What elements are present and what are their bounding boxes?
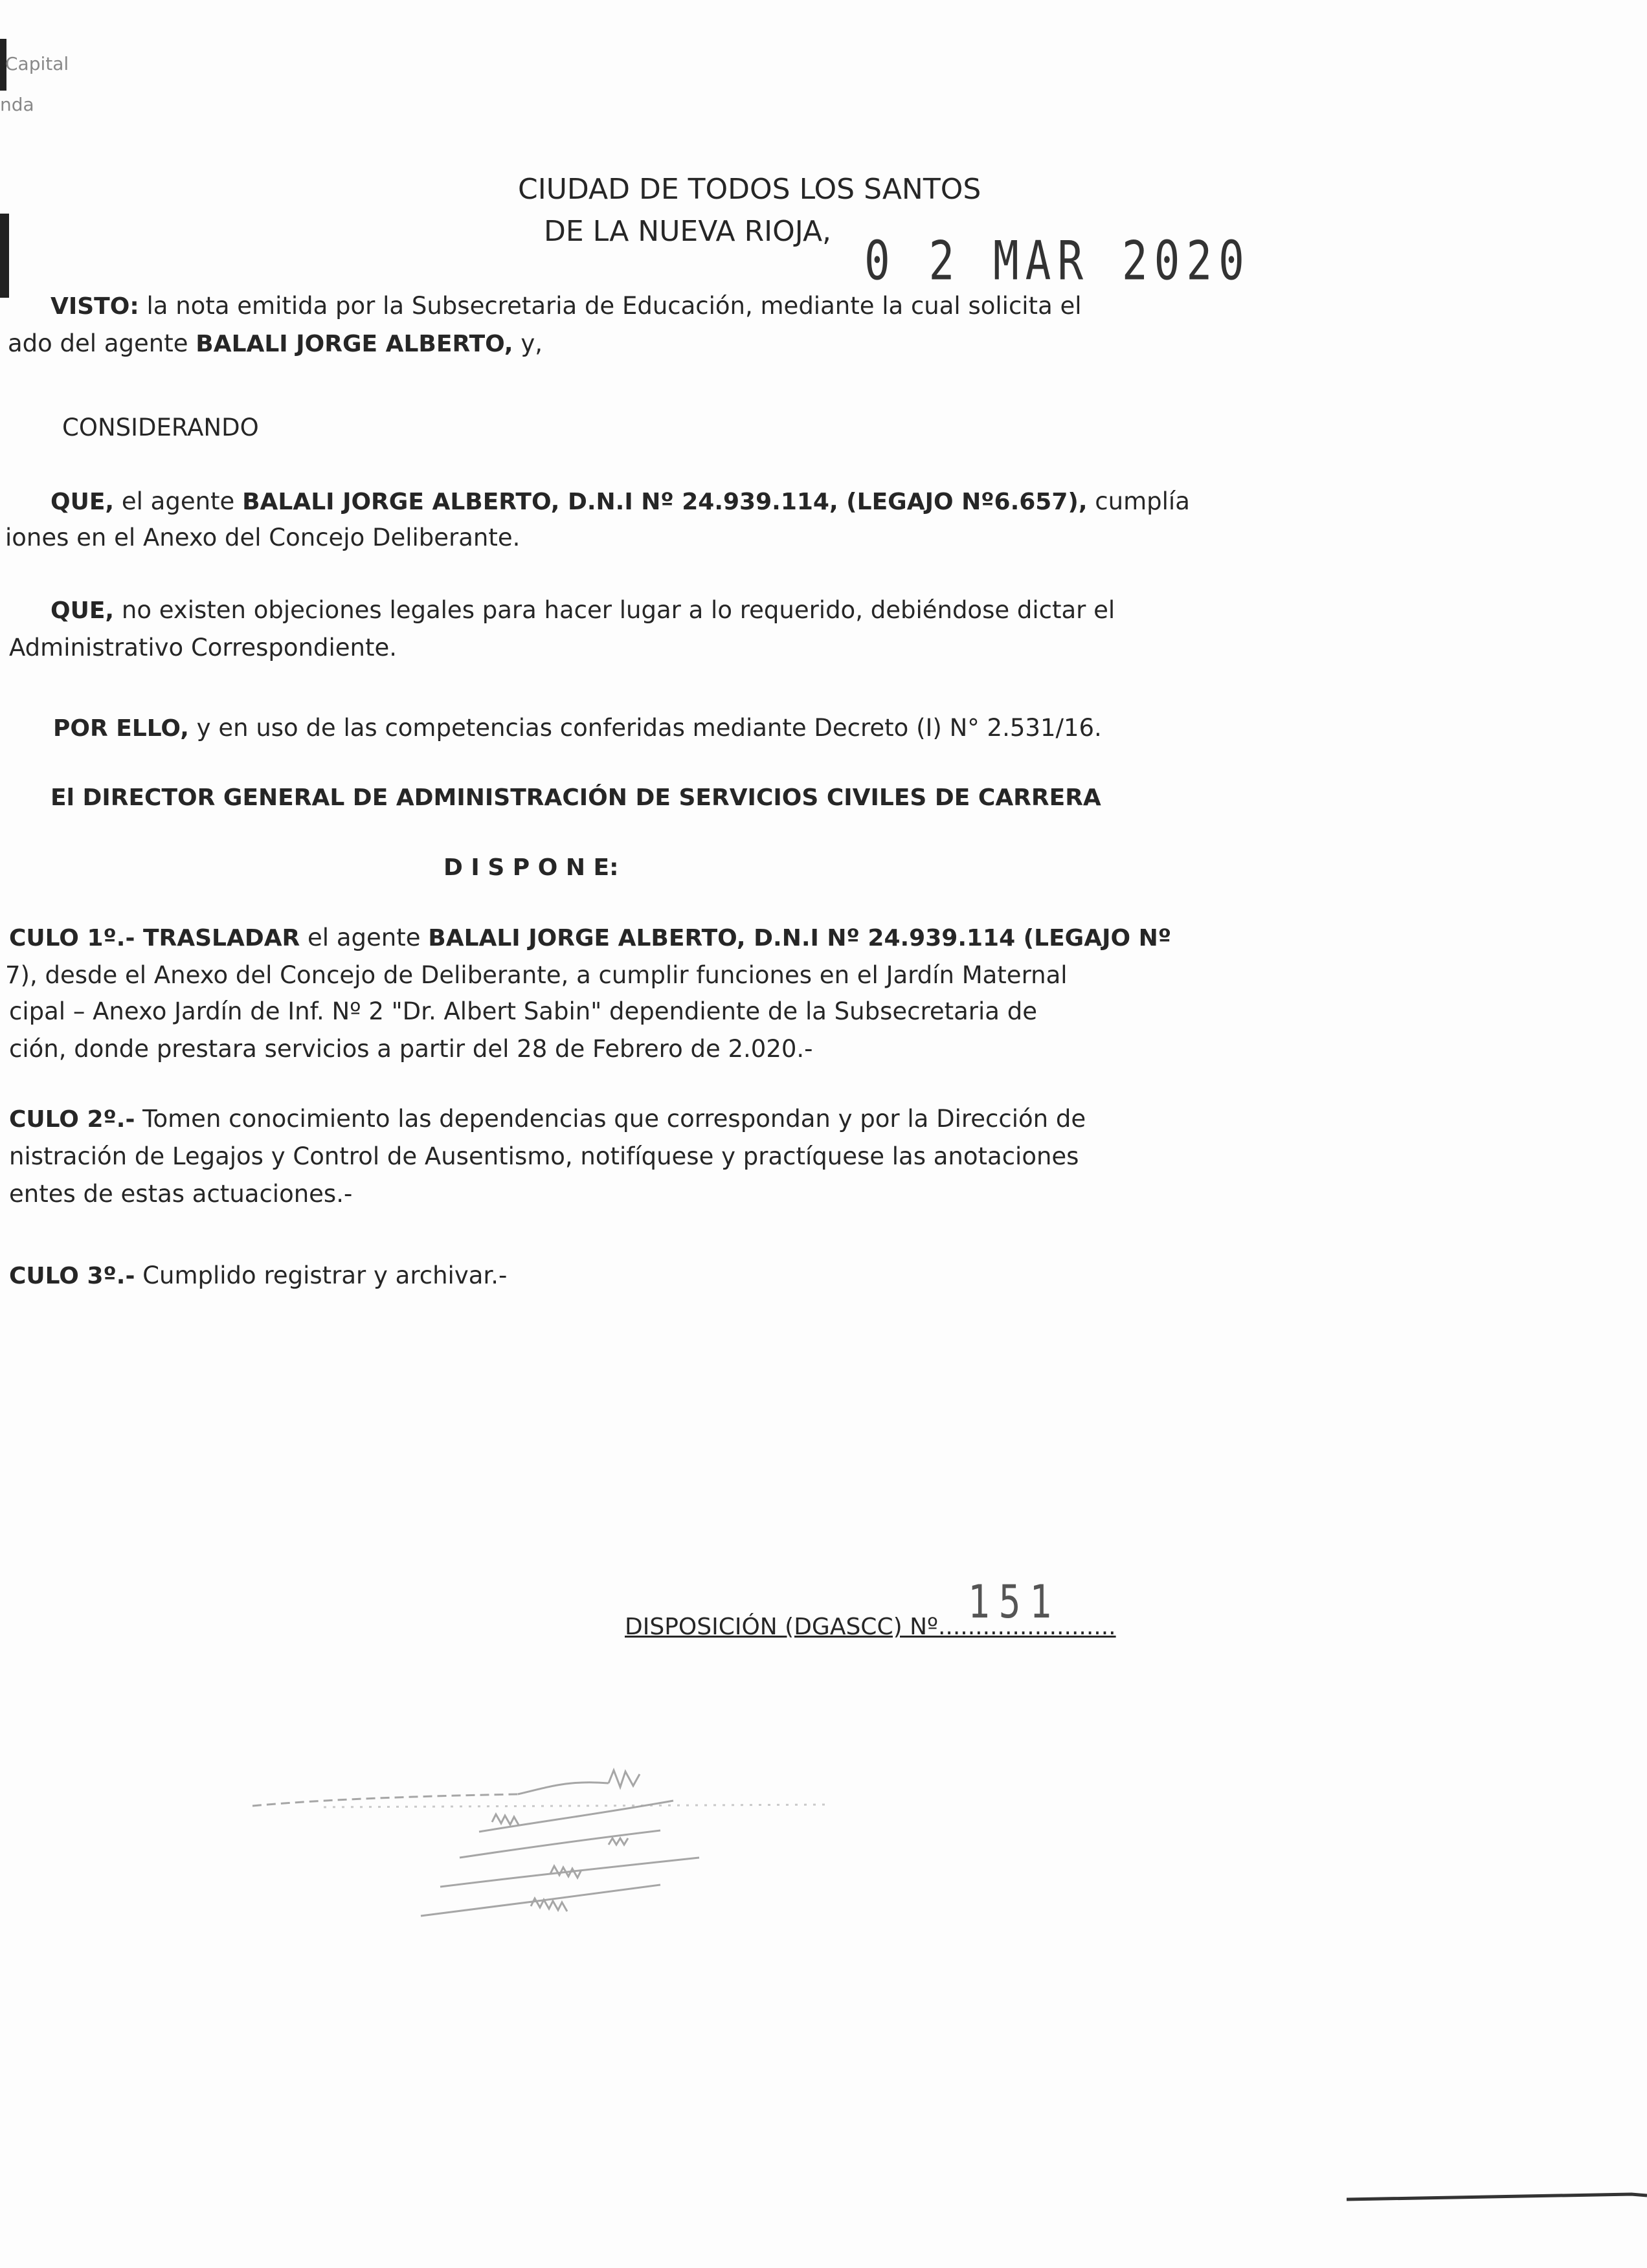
art3-line <box>9 1261 507 1291</box>
art1-agent-data: BALALI JORGE ALBERTO, D.N.I Nº 24.939.114 (LEGAJO Nº <box>428 925 1172 951</box>
visto-line2 <box>8 329 543 359</box>
header-city-line1: CIUDAD DE TODOS LOS SANTOS <box>518 173 981 206</box>
margin-text-top: Capital <box>5 53 69 74</box>
art2-line2: nistración de Legajos y Control de Ausentismo, notifíquese y practíquese las anotaciones <box>9 1142 1079 1170</box>
scan-corner-mark <box>1347 2149 1647 2227</box>
header-city-line2: DE LA NUEVA RIOJA, <box>544 215 832 248</box>
que2-line1 <box>50 595 1115 625</box>
que2-text: no existen objeciones legales para hacer lugar a lo requerido, debiéndose dictar el <box>114 596 1115 624</box>
porello-text: y en uso de las competencias conferidas mediante Decreto (I) N° 2.531/16. <box>188 714 1102 742</box>
visto-text: la nota emitida por la Subsecretaria de Educación, mediante la cual solicita el <box>146 292 1082 320</box>
header-date-stamp: 0 2 MAR 2020 <box>864 230 1251 293</box>
art1-label: CULO 1º.- TRASLADAR <box>9 925 300 951</box>
signature-stamp <box>246 1761 829 1955</box>
porello-line <box>53 713 1102 743</box>
visto-text-2a: ado del agente <box>8 329 196 357</box>
art2-line1 <box>9 1104 1086 1134</box>
art3-text: Cumplido registrar y archivar.- <box>135 1262 508 1289</box>
que1-text-b: el agente <box>114 487 243 515</box>
scan-edge-mark <box>0 214 9 298</box>
art1-line2: 7), desde el Anexo del Concejo de Deliberante, a cumplir funciones en el Jardín Maternal <box>5 961 1068 989</box>
que1-line2: iones en el Anexo del Concejo Deliberante. <box>5 524 521 551</box>
que1-label: QUE, <box>50 489 115 515</box>
art2-line3: entes de estas actuaciones.- <box>9 1180 353 1208</box>
agent-name: BALALI JORGE ALBERTO, <box>196 331 513 357</box>
art1-text-b: el agente <box>300 924 429 951</box>
art1-line3: cipal – Anexo Jardín de Inf. Nº 2 "Dr. Albert Sabin" dependiente de la Subsecretaria de <box>9 997 1037 1025</box>
considerando-heading: CONSIDERANDO <box>62 414 259 441</box>
que1-line1 <box>50 487 1190 517</box>
disposicion-number: 151 <box>968 1576 1061 1629</box>
art3-label: CULO 3º.- <box>9 1263 135 1289</box>
visto-text-2c: y, <box>513 329 543 357</box>
que2-line2: Administrativo Correspondiente. <box>9 634 398 662</box>
dispone-heading: D I S P O N E: <box>443 854 619 881</box>
visto-label: VISTO: <box>50 293 139 320</box>
que1-agent-data: BALALI JORGE ALBERTO, D.N.I Nº 24.939.114, (LEGAJO Nº6.657), <box>242 489 1088 515</box>
art1-line4: ción, donde prestara servicios a partir del 28 de Febrero de 2.020.- <box>9 1035 813 1063</box>
que1-text-d: cumplía <box>1087 487 1190 515</box>
porello-label: POR ELLO, <box>53 715 189 742</box>
art2-text: Tomen conocimiento las dependencias que correspondan y por la Dirección de <box>135 1105 1086 1133</box>
visto-line1 <box>50 291 1082 321</box>
director-line: El DIRECTOR GENERAL DE ADMINISTRACIÓN DE SERVICIOS CIVILES DE CARRERA <box>50 784 1101 811</box>
art1-line1 <box>9 923 1171 953</box>
art2-label: CULO 2º.- <box>9 1106 135 1133</box>
disposicion-label: DISPOSICIÓN (DGASCC) Nº........................ <box>625 1614 1116 1640</box>
que2-label: QUE, <box>50 597 115 624</box>
margin-text-bottom: nda <box>0 94 34 115</box>
